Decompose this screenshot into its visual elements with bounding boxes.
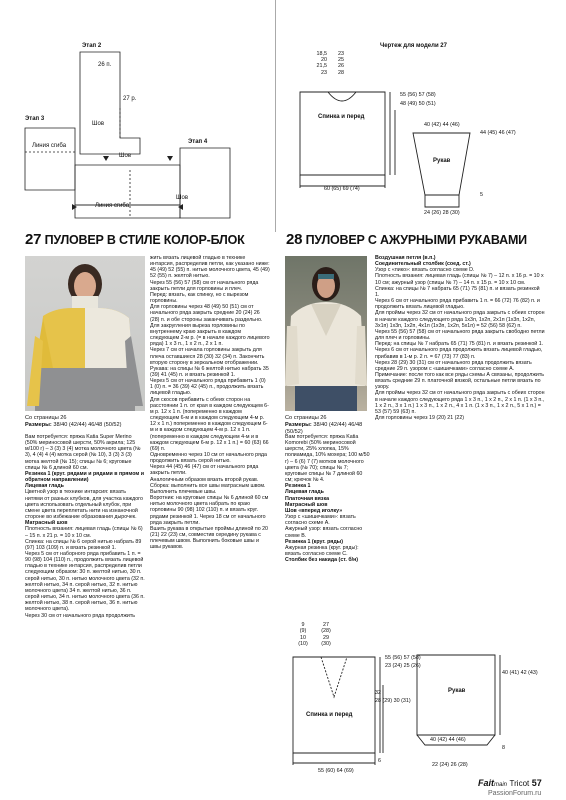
- para: Плотность вязания: лицевая гладь (спицы № 6) – 15 п. x 21 р. = 10 x 10 см.: [25, 526, 143, 539]
- stages-diagram: [0, 30, 270, 230]
- model27-text-col1: [25, 434, 145, 619]
- model28-text-col1: [285, 434, 370, 563]
- para: Для проймы через 32 см от начального ряда закрыть с обеих сторон в начале каждого следующего ряда 1x3п, 1x2п, 2x1п (1x3п, 1x2п, 3x1п) 1x3п, 1x2п, 4x1п (1x3п, 1x2п, 5x1п) = 52 (56) 58 (62) п.: [375, 310, 545, 329]
- seam-label-right: Шов: [176, 195, 189, 201]
- chart27-sleeve-schematic: [405, 125, 475, 215]
- para: Примечание: после того как все ряды схемы А связаны, продолжить вязать средние 29 п. платочной вязкой, остальные петли вязать по узору.: [375, 371, 545, 391]
- para: Плотность вязания: лицевая гладь (спицы № 7) – 12 п. x 16 р. = 10 x 10 см; ажурный узор (спицы № 7) – 14 п. x 15 р. = 10 x 10 см.: [375, 273, 544, 286]
- para: Вшить рукава в открытые проймы длиной по 20 (21) 22 (23) см, совместив середину рукава с плечевым швом. Выполнить боковые швы и швы рукавов.: [150, 525, 269, 551]
- para: Для проймы через 32 см от начального ряда закрыть с обеих сторон в начале каждого следующего ряда 1 x 3 п., 1 x 2 п., 2 x 1 п. (1 x 3 п., 1 x 2 п., 3 x 1 п.) 1 x 3 п., 1 x 2 п., 4 x 1 п. (1 x 3 п., 1 x 2 п., 5 x 1 п.) = 53 (57) 59 (63) п.: [375, 390, 545, 415]
- model28-text-col2: [375, 255, 545, 421]
- para: Рукава: на спицы № 6 желтой нитью набрать 35 (39) 41 (45) п. и вязать резинкой 1.: [150, 365, 269, 378]
- chart27-body-width: 60 (65) 69 (74): [324, 186, 360, 192]
- stitches-26-label: 26 п.: [98, 62, 112, 68]
- chart27-sleeve-label: Рукав: [433, 158, 451, 164]
- para: Через 5 см от начального ряда прибавить 1 (0) 1 (0) п. = 36 (39) 42 (45) п., продолжить вязать лицевой гладью.: [150, 378, 266, 397]
- model27-heading: 27 ПУЛОВЕР В СТИЛЕ КОЛОР-БЛОК: [25, 231, 245, 248]
- page-number: 57: [531, 778, 542, 788]
- para: Сборка: выполнить все швы матрасным швом.: [150, 482, 266, 489]
- para: Через 5 см от наборного ряда прибавить 1 п. = 90 (98) 104 (110) п., продолжить вязать лицевой гладью в технике интарсия, распределив петли следующим образом: 30 п. желтой нитью, 30 п. серой нитью, 30 п. нитью молочного цвета (32 п. желтой нитью, 34 п. серой нитью, 32 п. нитью молочного цвета) 34 п. желтой нитью, 36 п. серой нитью, 34 п. нитью молочного цвета (36 п. желтой нитью, 38 п. серой нитью, 36 п. нитью молочного цвета).: [25, 550, 145, 613]
- watermark: PassionForum.ru: [488, 790, 542, 797]
- chart28-v-cuff: 6: [378, 758, 381, 764]
- stage3-label: Этап 3: [25, 116, 45, 122]
- para: Ажурный узор: вязать согласно схеме В.: [285, 526, 363, 539]
- para: Аналогичным образом вязать второй рукав.: [150, 476, 259, 483]
- chart28-height-total: 55 (56) 57 (58): [385, 655, 421, 661]
- chart27-body-label: Спинка и перед: [318, 114, 365, 120]
- para: Через 30 см от начального ряда продолжить: [25, 612, 136, 619]
- model27-text-col2: [150, 255, 270, 551]
- para: Для горловины через 48 (49) 50 (51) см от начального ряда закрыть средние 20 (24) 26 (28) п. и обе стороны заканчивать раздельно. Для закругления выреза горловины по внутреннему краю закрыть в каждом следующем 2-м р. (= в начале каждого лицевого ряда) 1 x 3 п., 1 x 2 п., 2 x 1 п.: [150, 304, 270, 348]
- para: Вам потребуется: пряжа Katia Komorebi (50% мериносовой шерсти, 25% хлопка, 15% полиамида, 10% мохера; 100 м/50 г) – 6 (6) 7 (7) мотков молочного цвета (№ 70); спицы № 7; круговые спицы № 7 длиной 60 см; крючок № 4.: [285, 434, 370, 484]
- model27-photo: [25, 256, 145, 411]
- para: Цветной узор в технике интарсия: вязать нитями от разных клубков, для участка каждого цвета использовать отдельный клубок, при смене цвета переплетать нити на изнаночной стороне во избежание образования дырочек.: [25, 489, 143, 521]
- para: Перед: на спицы № 7 набрать 65 (71) 75 (81) п. и вязать резинкой 1.: [375, 341, 544, 348]
- chart28-sleeve-bottom: 22 (24) 26 (28): [432, 762, 468, 768]
- model28-heading: 28 ПУЛОВЕР С АЖУРНЫМИ РУКАВАМИ: [286, 231, 527, 248]
- chart27-height-total: 55 (56) 57 (58): [400, 92, 436, 98]
- model28-caption: Со страницы 26 Размеры: 38/40 (42/44) 46/48 (50/52): [285, 415, 363, 435]
- para: Резинка 1 (круг. ряды): [285, 538, 343, 545]
- para: жить вязать лицевой гладью в технике интарсия, распределив петли, как указано ниже: 45 (49) 52 (55) п. нитью молочного цвета, 45 (49) 52 (55) п. желтой нитью.: [150, 255, 270, 280]
- chart27-body-schematic: [290, 80, 400, 195]
- chart28-body-schematic: [285, 645, 385, 775]
- chart28-v-inner: 32: [375, 690, 381, 696]
- chart27-sleeve-cuff: 5: [480, 192, 483, 198]
- para: Воротник: на круговые спицы № 6 длиной 60 см нитью молочного цвета набрать по краю горловины 90 (98) 102 (110) п. и вязать круг. рядами резинкой 1. Через 18 см от начального ряда закрыть петли.: [150, 495, 269, 526]
- chart28-neck-right: 27 (28) 29 (30): [321, 622, 331, 648]
- chart27-sleeve-top: 40 (42) 44 (46): [424, 122, 460, 128]
- chart28-body-label: Спинка и перед: [306, 712, 353, 718]
- footer-brand: Faitmain Tricot 57: [478, 778, 542, 788]
- chart28-body-width: 55 (60) 64 (69): [318, 768, 354, 774]
- chart28-height-upper: 23 (24) 25 (26): [385, 663, 421, 669]
- para: Через 7 см от начала горловины закрыть для плеча оставшиеся 28 (30) 32 (34) п. Закончить вторую сторону в зеркальном отображении.: [150, 347, 265, 366]
- chart28-sleeve-top: 40 (41) 42 (43): [502, 670, 538, 676]
- para: Столбик без накида (ст. б/н): [285, 557, 359, 564]
- model28-photo: [285, 256, 367, 411]
- para: Через 44 (45) 46 (47) см от начального ряда закрыть петли.: [150, 464, 259, 477]
- para: Соединительный столбик (соед. ст.): [375, 261, 471, 268]
- para: Для горловины через 19 (20) 21 (22): [375, 415, 465, 422]
- stage4-label: Этап 4: [188, 139, 208, 145]
- para: Резинка 1 (круг. рядами и рядами в прямом и обратном направлении): [25, 470, 145, 484]
- chart27-sleeve-bottom: 24 (26) 28 (30): [424, 210, 460, 216]
- para: Через 6 см от начального ряда прибавить 1 п. = 66 (72) 76 (82) п. и продолжить вязать лицевой гладью.: [375, 298, 540, 311]
- chart28-sleeve-label: Рукав: [448, 688, 466, 694]
- fold-line-label-left: Линия сгиба: [32, 143, 67, 149]
- para: Лицевая гладь: [25, 483, 64, 490]
- chart27-neck-right: 23 25 26 28: [338, 51, 344, 76]
- chart27-sleeve-height: 44 (45) 46 (47): [480, 130, 516, 136]
- para: Через 55 (56) 57 (58) см от начального ряда закрыть свободно петли для плеч и горловины.: [375, 328, 545, 342]
- para: Матрасный шов: [25, 520, 68, 527]
- stage2-label: Этап 2: [82, 43, 102, 49]
- column-divider: [275, 0, 276, 232]
- chart28-v-lower: 28 (29) 30 (31): [375, 698, 411, 704]
- para: Выполнить плечевые швы.: [150, 488, 217, 495]
- chart28-neck-left: 9 (9) 10 (10): [298, 622, 308, 648]
- para: Перед: вязать, как спинку, но с вырезом горловины.: [150, 291, 249, 305]
- para: Шов «вперед иголку»: [285, 507, 343, 514]
- para: Матрасный шов: [285, 501, 328, 508]
- para: Резинка 1: [285, 483, 311, 490]
- para: Спинка: на спицы № 7 набрать 65 (71) 75 (81) п. и вязать резинкой 1.: [375, 285, 540, 298]
- para: Через 6 см от начального ряда продолжить вязать лицевой гладью, прибавив в 1-м р. 2 п. = 67 (73) 77 (83) п.: [375, 347, 543, 360]
- chart28-sleeve-cuff: 8: [502, 745, 505, 751]
- para: Через 28 (29) 30 (31) см от начального ряда продолжить вязать средние 29 п. узором с «шишечками» согласно схеме А.: [375, 359, 532, 372]
- para: Узор с «шишечками»: вязать согласно схеме А.: [285, 514, 356, 527]
- rows-27-label: 27 р.: [123, 96, 137, 102]
- para: Вам потребуется: пряжа Katia Super Merino (50% мериносовой шерсти, 50% акрила; 125 м/100 г) – 3 (3) 3 (4) мотка молочного цвета (№ 3), 4 (4) 4 (4) мотка серой (№ 10), 3 (3) 3 (3) мотка желтой (№ 15); спицы № 6; круговые спицы № 6 длиной 60 см.: [25, 434, 141, 471]
- para: Спинка: на спицы № 6 серой нитью набрать 89 (97) 103 (109) п. и вязать резинкой 1.: [25, 538, 142, 551]
- para: Узор с «пико»: вязать согласно схеме D.: [375, 267, 475, 274]
- chart27-title: Чертеж для модели 27: [380, 43, 447, 49]
- chart27-height-lower: 48 (49) 50 (51): [400, 101, 436, 107]
- para: Через 55 (56) 57 (58) см от начального ряда закрыть петли для горловины и плеч.: [150, 279, 259, 292]
- seam-label-middle: Шов: [119, 153, 132, 159]
- model27-caption: Со страницы 26 Размеры: 38/40 (42/44) 46/48 (50/52): [25, 415, 122, 428]
- para: Платочная вязка: [285, 495, 330, 502]
- para: Воздушная петля (в.п.): [375, 255, 436, 261]
- para: Лицевая гладь: [285, 489, 324, 496]
- chart28-sleeve-mid: 40 (42) 44 (46): [430, 737, 466, 743]
- para: Для скосов прибавить с обеих сторон на расстоянии 1 п. от края в каждом следующем 6-м р. 12 x 1 п. (попеременно в каждом следующем 6-м и в каждом следующем 4-м р. 12 x 1 п.) попеременно в каждом следующем 6-м и в каждом следующем 4-м р. 12 x 1 п. (попеременно в каждом следующем 4-м и в каждом следующем 6-м р. 12 x 1 п.) = 60 (63) 66 (69) п.: [150, 396, 269, 452]
- para: Ажурная резинка (круг. ряды): вязать согласно схеме С.: [285, 544, 359, 557]
- seam-label-left: Шов: [92, 121, 105, 127]
- para: Одновременно через 10 см от начального ряда продолжить вязать серой нитью.: [150, 452, 267, 465]
- chart27-neck-left: 18,5 20 21,5 23: [316, 51, 327, 76]
- fold-line-label-middle: Линия сгиба: [95, 203, 130, 209]
